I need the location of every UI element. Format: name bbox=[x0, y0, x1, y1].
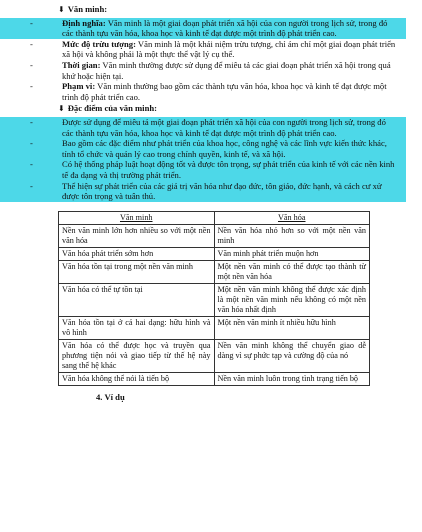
cell-van-minh: Văn hóa có thể tự tồn tại bbox=[59, 283, 215, 316]
dash-bullet: - bbox=[30, 38, 33, 49]
cell-van-hoa: Một nền văn minh không thể được xác định là một nền văn minh nếu không có một nền văn hóa nhất định bbox=[214, 283, 370, 316]
dash-bullet: - bbox=[30, 59, 33, 70]
table-row bbox=[59, 339, 370, 372]
dash-bullet: - bbox=[30, 159, 33, 170]
table-row bbox=[59, 283, 370, 316]
definition-list bbox=[0, 18, 422, 103]
cell-van-minh: Văn hóa phát triển sớm hơn bbox=[59, 247, 215, 260]
item-text: Văn minh thường được sử dụng để miêu tả các giai đoạn phát triển xã hội trong quá khứ hoặc hiện tại. bbox=[62, 59, 391, 81]
item-label: Phạm vi: bbox=[62, 81, 96, 92]
list-item bbox=[0, 81, 422, 102]
list-item bbox=[0, 181, 406, 202]
dash-bullet: - bbox=[30, 116, 33, 127]
bullet-arrow-icon: ⬇ bbox=[58, 104, 65, 114]
cell-van-hoa: Nền văn minh luôn trong tình trạng tiến bộ bbox=[214, 372, 370, 385]
list-item bbox=[0, 39, 422, 60]
cell-van-hoa: Một nền văn minh có thể được tạo thành từ một nền văn hóa bbox=[214, 260, 370, 283]
bullet-arrow-icon: ⬇ bbox=[58, 5, 65, 14]
item-label: Định nghĩa: bbox=[62, 17, 106, 28]
item-text: Bao gồm các đặc điểm như phát triển của khoa học, công nghệ và các lĩnh vực kiến thức khác, tính tổ chức và quản lý cao trong chính quyền, kinh tế, và xã hội. bbox=[62, 138, 387, 159]
cell-van-hoa: Nền văn hóa nhỏ hơn so với một nền văn minh bbox=[214, 224, 370, 247]
section-heading-vi-du: 4. Ví dụ bbox=[96, 391, 125, 402]
item-label: Mức độ trừu tượng: bbox=[62, 38, 136, 49]
item-text: Văn minh là một giai đoạn phát triển xã hội của con người trong lịch sử, trong đó các thành tựu văn hóa, khoa học và kinh tế đạt được một trình độ phát triển cao. bbox=[62, 17, 388, 39]
list-item bbox=[0, 159, 406, 180]
table-header-row bbox=[59, 211, 370, 224]
section-heading-van-minh: ⬇ Văn minh: bbox=[58, 4, 108, 14]
item-text: Thể hiện sự phát triển của các giá trị văn hóa như đạo đức, tôn giáo, đức hạnh, và cách cư xử được tôn trọng và tuân thủ. bbox=[62, 180, 382, 202]
characteristics-list bbox=[0, 117, 422, 202]
cell-van-minh: Văn hóa có thể được học và truyền qua phương tiện nói và giao tiếp từ thế hệ này sang thế hệ khác bbox=[59, 339, 215, 372]
cell-van-minh: Văn hóa tồn tại trong một nền văn minh bbox=[59, 260, 215, 283]
cell-van-minh: Văn hóa không thể nói là tiến bộ bbox=[59, 372, 215, 385]
section-heading-dac-diem: ⬇ Đặc điểm của văn minh: bbox=[58, 103, 157, 114]
table-row bbox=[59, 224, 370, 247]
item-text: Văn minh là một khái niệm trừu tượng, chỉ ám chỉ một giai đoạn phát triển xã hội và không phải là một thực thể vật lý cụ thể. bbox=[62, 38, 396, 60]
list-item bbox=[0, 60, 422, 81]
dash-bullet: - bbox=[30, 138, 33, 149]
table-row bbox=[59, 372, 370, 385]
list-item bbox=[0, 138, 406, 159]
dash-bullet: - bbox=[30, 81, 33, 92]
column-header-van-hoa: Văn hóa bbox=[214, 211, 370, 224]
list-item bbox=[0, 117, 406, 138]
cell-van-minh: Văn hóa tồn tại ở cả hai dạng: hữu hình và vô hình bbox=[59, 316, 215, 339]
table-row bbox=[59, 247, 370, 260]
item-text: Văn minh thường bao gồm các thành tựu văn hóa, khoa học và kinh tế đạt được một trình độ phát triển cao. bbox=[62, 81, 387, 102]
cell-van-minh: Nền văn minh lớn hơn nhiều so với một nền văn hóa bbox=[59, 224, 215, 247]
table-row bbox=[59, 316, 370, 339]
dash-bullet: - bbox=[30, 180, 33, 191]
cell-van-hoa: Một nền văn minh ít nhiều hữu hình bbox=[214, 316, 370, 339]
item-text: Có hệ thống pháp luật hoạt động tốt và được tôn trọng, sự phát triển của kinh tế với các nền kinh tế đa dạng và thị trường phát triển. bbox=[62, 159, 395, 180]
item-text: Được sử dụng để miêu tả một giai đoạn phát triển xã hội của con người trong lịch sử, trong đó các thành tựu văn hóa, khoa học và kinh tế đạt được một trình độ phát triển cao. bbox=[62, 116, 386, 138]
comparison-table bbox=[58, 211, 370, 386]
list-item bbox=[0, 18, 406, 39]
dash-bullet: - bbox=[30, 17, 33, 28]
item-label: Thời gian: bbox=[62, 59, 101, 70]
table-row bbox=[59, 260, 370, 283]
cell-van-hoa: Nền văn minh không thể chuyển giao dễ dàng vì sự phức tạp và cường độ của nó bbox=[214, 339, 370, 372]
column-header-van-minh: Văn minh bbox=[59, 211, 215, 224]
cell-van-hoa: Văn minh phát triển muộn hơn bbox=[214, 247, 370, 260]
